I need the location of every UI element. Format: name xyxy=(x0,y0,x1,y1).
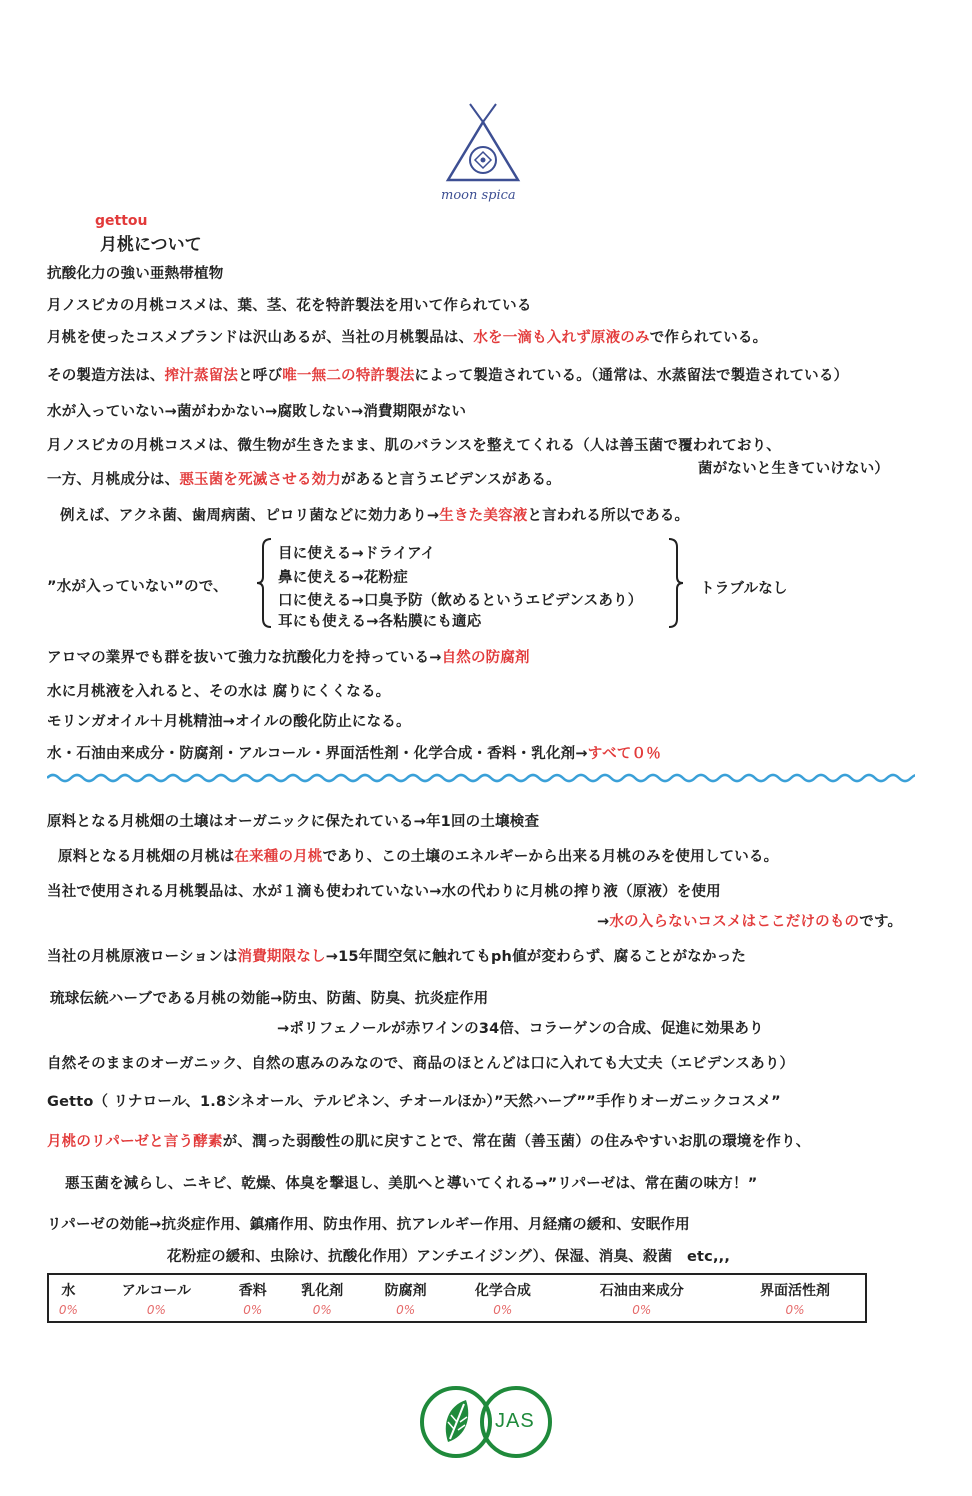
line-lipase-effects: リパーゼの効能→抗炎症作用、鎮痛作用、防虫作用、抗アレルギー作用、月経痛の緩和、安眠作用 xyxy=(47,1217,690,1233)
line-microbes: 月ノスピカの月桃コスメは、微生物が生きたまま、肌のバランスを整えてくれる（人は善玉菌で覆われており、 xyxy=(47,438,781,454)
table-header: 防腐剤 xyxy=(384,1283,427,1299)
line-only-here xyxy=(597,910,902,931)
jas-label: JAS xyxy=(495,1410,535,1432)
text: が、潤った弱酸性の肌に戻すことで、常在菌（善玉菌）の住みやすいお肌の環境を作り、 xyxy=(222,1134,811,1150)
table-cell: 0% xyxy=(312,1303,332,1317)
line-antioxidant: 抗酸化力の強い亜熱帯植物 xyxy=(47,266,224,282)
table-cell: 0% xyxy=(396,1303,416,1317)
line-aroma xyxy=(47,646,530,667)
highlight: 自然の防腐剤 xyxy=(441,650,530,666)
wave-divider xyxy=(47,771,915,785)
highlight: 水を一滴も入れず原液のみ xyxy=(473,330,650,346)
table-header-row xyxy=(48,1274,866,1301)
highlight: 悪玉菌を死滅させる効力 xyxy=(179,472,342,488)
highlight: 月桃のリパーゼと言う酵素 xyxy=(47,1134,223,1150)
text: で作られている。 xyxy=(649,330,768,346)
highlight: 消費期限なし xyxy=(237,949,326,965)
table-header: 香料 xyxy=(238,1283,267,1299)
line-ryukyu: 琉球伝統ハーブである月桃の効能→防虫、防菌、防臭、抗炎症作用 xyxy=(50,991,489,1007)
text: アロマの業界でも群を抜いて強力な抗酸化力を持っている→ xyxy=(47,650,442,666)
text: 一方、月桃成分は、 xyxy=(47,472,180,488)
line-acne: 悪玉菌を減らし、ニキビ、乾燥、体臭を撃退し、美肌へと導いてくれる→”リパーゼは、常在菌の味方！” xyxy=(65,1176,758,1192)
line-no-water xyxy=(47,326,767,347)
line-microbes-cont: 菌がないと生きていけない） xyxy=(698,461,890,477)
line-no-expiry: 水が入っていない→菌がわかない→腐敗しない→消費期限がない xyxy=(47,404,467,420)
no-trouble-label: トラブルなし xyxy=(700,581,788,597)
line-method xyxy=(47,364,848,385)
table-header: 化学合成 xyxy=(474,1283,531,1299)
highlight: 水の入らないコスメはここだけのもの xyxy=(609,914,860,930)
line-bad-bacteria xyxy=(47,468,561,489)
no-water-label: ”水が入っていない”ので、 xyxy=(47,579,228,595)
text: と言われる所以である。 xyxy=(527,508,690,524)
text: があると言うエビデンスがある。 xyxy=(341,472,561,488)
table-header: 乳化剤 xyxy=(301,1283,344,1299)
table-header: 水 xyxy=(61,1283,76,1299)
text: → xyxy=(597,914,610,930)
highlight: 唯一無二の特許製法 xyxy=(282,368,415,384)
table-header: 石油由来成分 xyxy=(599,1283,684,1299)
use-item: 目に使える→ドライアイ xyxy=(278,546,436,562)
table-cell: 0% xyxy=(146,1303,166,1317)
right-bracket xyxy=(665,537,685,629)
line-moringa: モリンガオイル＋月桃精油→オイルの酸化防止になる。 xyxy=(47,714,411,730)
jas-organic-mark xyxy=(418,1384,554,1460)
use-item: 耳にも使える→各粘膜にも適応 xyxy=(278,614,482,630)
line-all-zero xyxy=(47,742,661,763)
line-lipase xyxy=(47,1130,810,1151)
use-item: 口に使える→口臭予防（飲めるというエビデンスあり） xyxy=(278,593,643,609)
text: 月桃を使ったコスメブランドは沢山あるが、当社の月桃製品は、 xyxy=(47,330,474,346)
line-polyphenol: →ポリフェノールが赤ワインの34倍、コラーゲンの合成、促進に効果あり xyxy=(277,1021,764,1037)
highlight: 在来種の月桃 xyxy=(234,849,323,865)
use-item: 鼻に使える→花粉症 xyxy=(278,570,408,586)
zero-percent-table xyxy=(47,1273,867,1323)
text: 例えば、アクネ菌、歯周病菌、ピロリ菌などに効力あり→ xyxy=(60,508,440,524)
line-native xyxy=(58,845,778,866)
text: であり、この土壌のエネルギーから出来る月桃のみを使用している。 xyxy=(322,849,779,865)
line-organic: 自然そのままのオーガニック、自然の恵みのみなので、商品のほとんどは口に入れても大丈夫（エビデンスあり） xyxy=(47,1056,795,1072)
line-lotion xyxy=(47,945,746,966)
heading-romaji: gettou xyxy=(95,213,148,229)
line-juice: 当社で使用される月桃製品は、水が１滴も使われていない→水の代わりに月桃の搾り液（原液）を使用 xyxy=(47,884,721,900)
line-examples xyxy=(60,504,689,525)
text: です。 xyxy=(859,914,903,930)
line-parts: 月ノスピカの月桃コスメは、葉、茎、花を特許製法を用いて作られている xyxy=(47,298,532,314)
page-title: 月桃について xyxy=(100,235,202,255)
text: →15年間空気に触れてもph値が変わらず、腐ることがなかった xyxy=(325,949,747,965)
table-header: 界面活性剤 xyxy=(760,1283,831,1299)
table-value-row xyxy=(48,1301,866,1322)
line-getto: Getto（ リナロール、1.8シネオール、テルピネン、チオールほか）”天然ハーブ””手作りオーガニックコスメ” xyxy=(47,1094,781,1110)
text: 原料となる月桃畑の月桃は xyxy=(58,849,235,865)
table-cell: 0% xyxy=(58,1303,78,1317)
text: 当社の月桃原液ローションは xyxy=(47,949,238,965)
text: によって製造されている。（通常は、水蒸留法で製造されている） xyxy=(414,368,849,384)
table-cell: 0% xyxy=(632,1303,652,1317)
line-lipase-effects-cont: 花粉症の緩和、虫除け、抗酸化作用）アンチエイジング）、保湿、消臭、殺菌 etc,,, xyxy=(167,1249,731,1265)
table-cell: 0% xyxy=(243,1303,263,1317)
table-cell: 0% xyxy=(785,1303,805,1317)
line-water-rot: 水に月桃液を入れると、その水は 腐りにくくなる。 xyxy=(47,684,391,700)
tent-logo-icon xyxy=(440,100,526,186)
table-cell: 0% xyxy=(493,1303,513,1317)
line-soil: 原料となる月桃畑の土壌はオーガニックに保たれている→年1回の土壌検査 xyxy=(47,814,540,830)
text: その製造方法は、 xyxy=(47,368,165,384)
highlight: 搾汁蒸留法 xyxy=(164,368,239,384)
highlight: すべて０％ xyxy=(587,746,661,762)
text: 水・石油由来成分・防腐剤・アルコール・界面活性剤・化学合成・香料・乳化剤→ xyxy=(47,746,588,762)
text: と呼び xyxy=(238,368,283,384)
left-bracket xyxy=(255,537,275,629)
brand-name: moon spica xyxy=(441,188,516,203)
table-header: アルコール xyxy=(121,1283,191,1299)
highlight: 生きた美容液 xyxy=(439,508,528,524)
